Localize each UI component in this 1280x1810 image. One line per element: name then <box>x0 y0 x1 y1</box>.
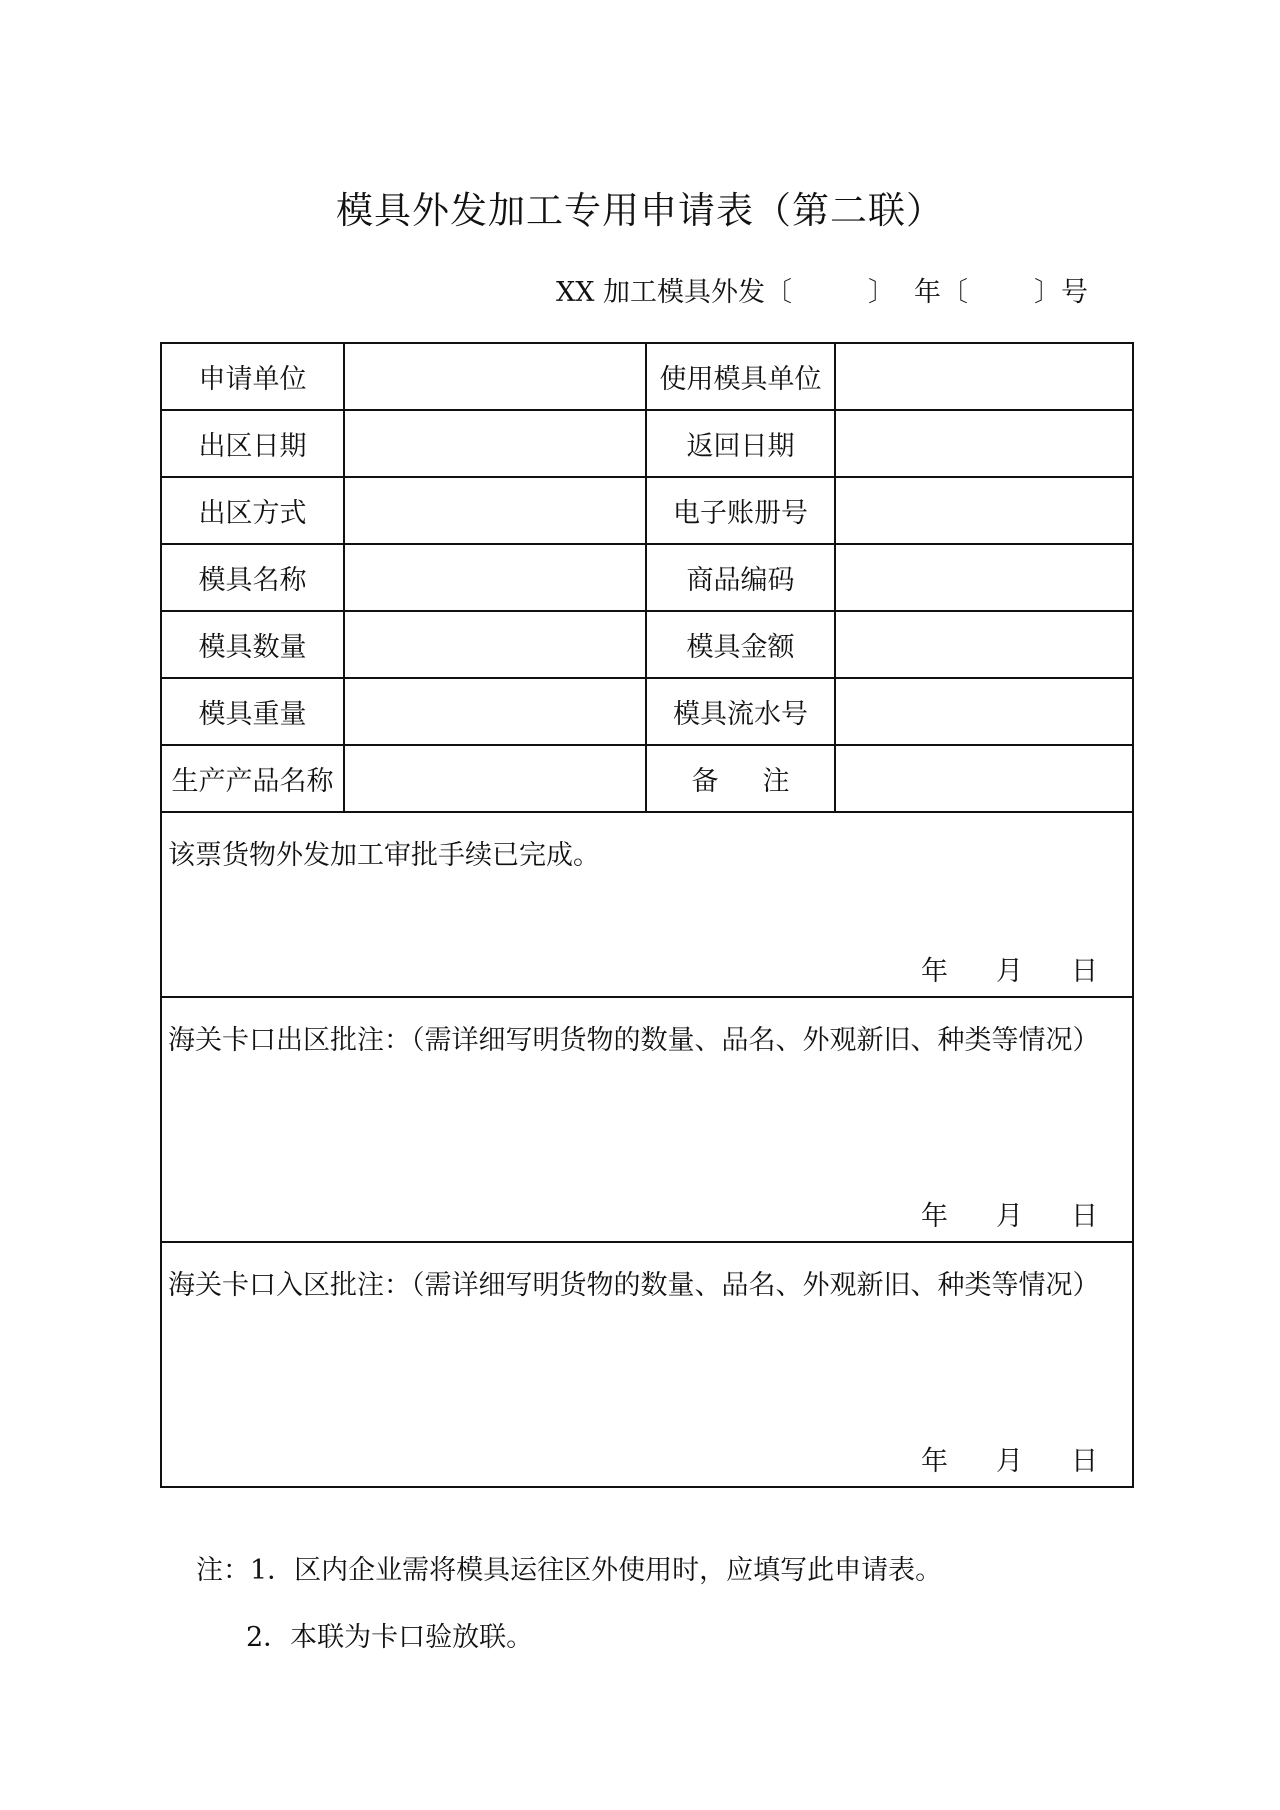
application-form-table <box>160 342 1134 1488</box>
commodity-code-field[interactable] <box>835 544 1133 611</box>
exit-date-field[interactable] <box>344 410 646 477</box>
customs-entry-remark-block[interactable] <box>161 1242 1133 1487</box>
month-label: 月 <box>996 1201 1023 1232</box>
form-row <box>161 343 1133 410</box>
footnotes <box>196 1548 942 1654</box>
form-row <box>161 611 1133 678</box>
doc-number-prefix: XX 加工模具外发〔 <box>556 277 793 308</box>
mold-weight-field[interactable] <box>344 678 646 745</box>
mold-weight-label: 模具重量 <box>161 678 344 745</box>
approval-completed-text: 该票货物外发加工审批手续已完成。 <box>168 840 600 871</box>
doc-number-year-label: 年〔 <box>914 277 968 308</box>
month-label: 月 <box>996 1446 1023 1477</box>
exit-method-label: 出区方式 <box>161 477 344 544</box>
day-label: 日 <box>1071 1201 1098 1232</box>
return-date-field[interactable] <box>835 410 1133 477</box>
mold-user-unit-field[interactable] <box>835 343 1133 410</box>
mold-serial-number-field[interactable] <box>835 678 1133 745</box>
mold-quantity-field[interactable] <box>344 611 646 678</box>
form-row <box>161 477 1133 544</box>
doc-number-serial-close: 〕 <box>868 277 895 308</box>
mold-amount-field[interactable] <box>835 611 1133 678</box>
form-title: 模具外发加工专用申请表（第二联） <box>336 189 944 232</box>
customs-exit-remark-text: 海关卡口出区批注：（需详细写明货物的数量、品名、外观新旧、种类等情况） <box>168 1025 1100 1056</box>
approval-completed-block[interactable] <box>161 812 1133 997</box>
mold-name-label: 模具名称 <box>161 544 344 611</box>
mold-quantity-label: 模具数量 <box>161 611 344 678</box>
year-label: 年 <box>921 1201 948 1232</box>
approval-row <box>161 997 1133 1242</box>
product-name-label: 生产产品名称 <box>161 745 344 812</box>
mold-serial-number-label: 模具流水号 <box>646 678 835 745</box>
day-label: 日 <box>1071 1446 1098 1477</box>
customs-entry-remark-date <box>921 1439 1098 1478</box>
day-label: 日 <box>1071 956 1098 987</box>
footnote-1: 注：1．区内企业需将模具运往区外使用时，应填写此申请表。 <box>196 1555 943 1586</box>
exit-method-field[interactable] <box>344 477 646 544</box>
customs-entry-remark-text: 海关卡口入区批注：（需详细写明货物的数量、品名、外观新旧、种类等情况） <box>168 1270 1100 1301</box>
applicant-unit-field[interactable] <box>344 343 646 410</box>
mold-amount-label: 模具金额 <box>646 611 835 678</box>
commodity-code-label: 商品编码 <box>646 544 835 611</box>
approval-completed-date <box>921 949 1098 988</box>
document-number-line <box>556 270 1096 310</box>
remarks-label: 备注 <box>646 745 835 812</box>
mold-user-unit-label: 使用模具单位 <box>646 343 835 410</box>
customs-exit-remark-block[interactable] <box>161 997 1133 1242</box>
applicant-unit-label: 申请单位 <box>161 343 344 410</box>
e-ledger-number-field[interactable] <box>835 477 1133 544</box>
customs-exit-remark-date <box>921 1194 1098 1233</box>
return-date-label: 返回日期 <box>646 410 835 477</box>
form-row <box>161 544 1133 611</box>
month-label: 月 <box>996 956 1023 987</box>
year-label: 年 <box>921 956 948 987</box>
form-row <box>161 745 1133 812</box>
footnote-2: 2．本联为卡口验放联。 <box>246 1622 534 1653</box>
year-label: 年 <box>921 1446 948 1477</box>
approval-row <box>161 812 1133 997</box>
e-ledger-number-label: 电子账册号 <box>646 477 835 544</box>
mold-name-field[interactable] <box>344 544 646 611</box>
approval-row <box>161 1242 1133 1487</box>
exit-date-label: 出区日期 <box>161 410 344 477</box>
remarks-field[interactable] <box>835 745 1133 812</box>
form-row <box>161 678 1133 745</box>
form-row <box>161 410 1133 477</box>
doc-number-end: 〕号 <box>1034 277 1088 308</box>
product-name-field[interactable] <box>344 745 646 812</box>
